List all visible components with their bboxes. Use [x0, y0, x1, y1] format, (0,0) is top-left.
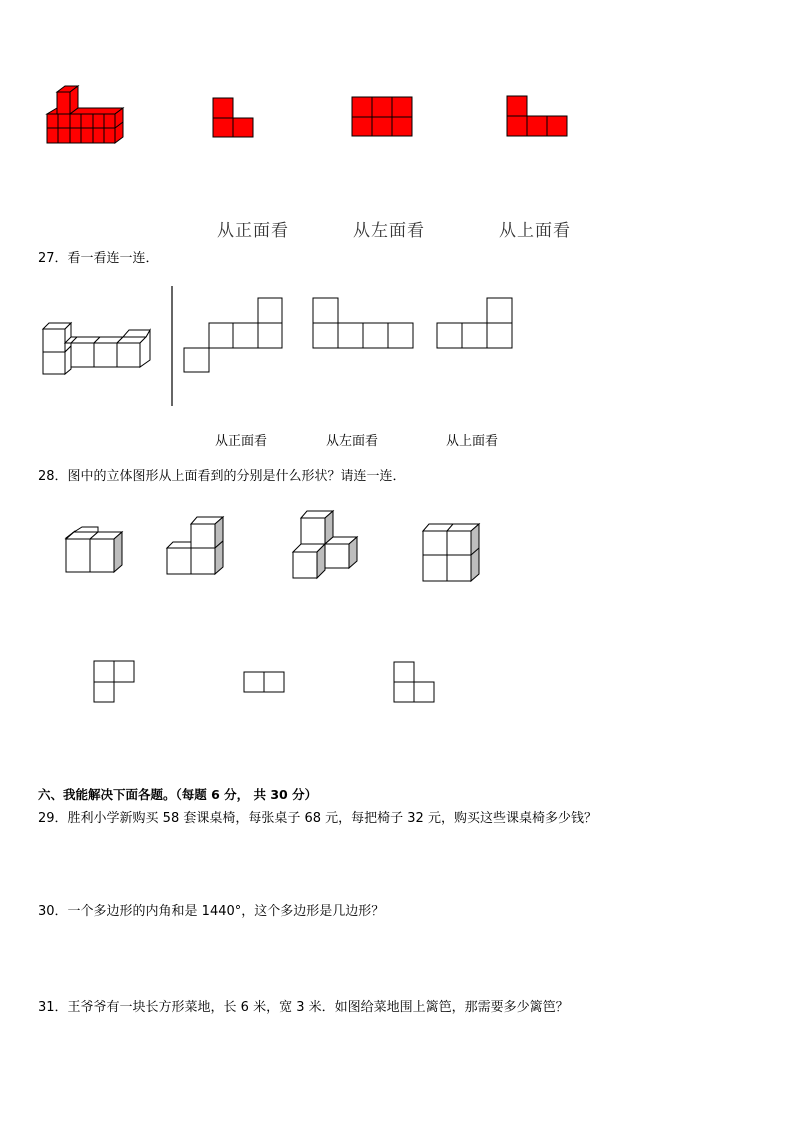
red-3d-figure	[44, 84, 126, 146]
q28-top-view-c	[393, 661, 437, 705]
q28-solid-1	[64, 529, 126, 574]
q28-solid-2	[165, 515, 227, 577]
q27-view-c	[435, 297, 515, 350]
q26-top-label: 从上面看	[499, 221, 571, 241]
q27-divider-line	[171, 286, 174, 408]
red-view-l-long	[506, 95, 570, 138]
q28-top-view-a	[93, 660, 137, 704]
q26-left-label: 从左面看	[353, 221, 425, 241]
red-view-rect-3x2	[351, 96, 415, 138]
q28-solid-4	[421, 522, 483, 584]
section-6-title: 六、我能解决下面各题。（每题 6 分， 共 30 分）	[38, 787, 318, 802]
q30-text: 30．一个多边形的内角和是 1440°，这个多边形是几边形？	[38, 904, 385, 919]
q28-solid-3	[291, 509, 363, 581]
q27-left-label: 从左面看	[326, 434, 379, 449]
q27-text: 27．看一看连一连．	[38, 251, 159, 266]
q27-3d-figure	[42, 322, 154, 378]
q27-view-a	[183, 297, 285, 375]
q27-view-b	[311, 297, 415, 350]
q28-text: 28．图中的立体图形从上面看到的分别是什么形状？请连一连．	[38, 469, 406, 484]
q27-front-label: 从正面看	[215, 434, 268, 449]
q26-front-label: 从正面看	[217, 221, 289, 241]
q28-top-view-b	[243, 671, 287, 695]
q27-top-label: 从上面看	[446, 434, 499, 449]
red-view-l-shape	[212, 97, 256, 139]
q31-text: 31．王爷爷有一块长方形菜地，长 6 米，宽 3 米．如图给菜地围上篱笆，那需要多少篱笆？	[38, 1000, 569, 1015]
q29-text: 29．胜利小学新购买 58 套课桌椅，每张桌子 68 元，每把椅子 32 元，购买这些课桌椅多少钱？	[38, 811, 597, 826]
